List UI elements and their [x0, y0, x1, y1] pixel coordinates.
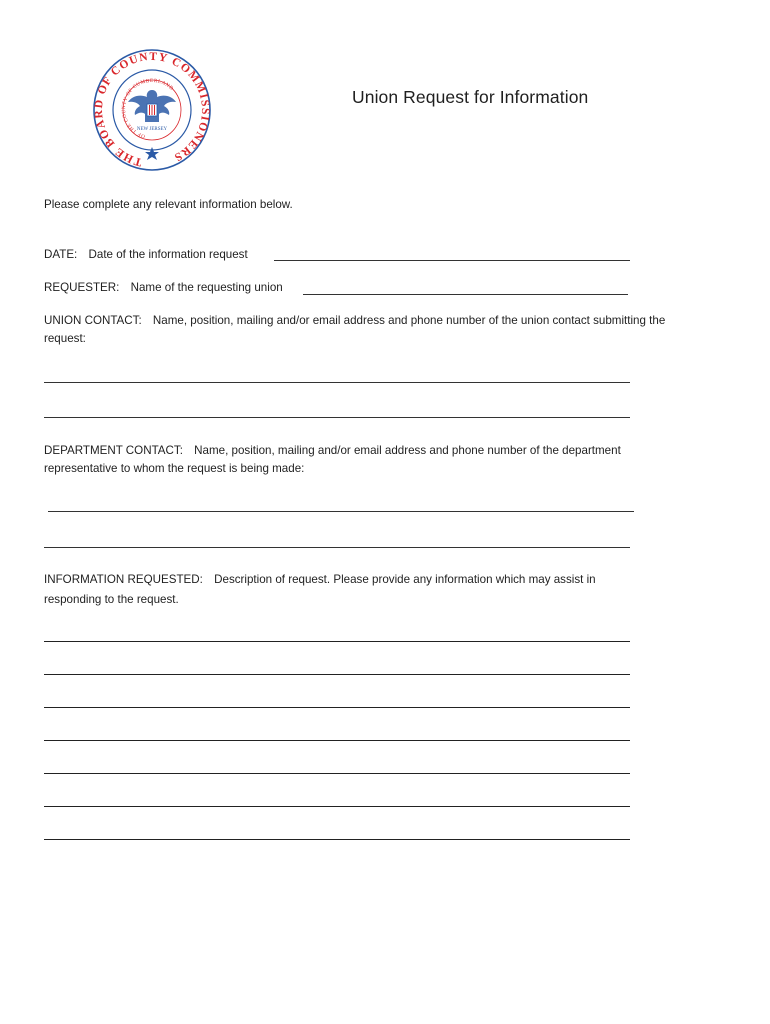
- requester-input-line[interactable]: [303, 294, 628, 295]
- department-contact-label: DEPARTMENT CONTACT:: [44, 444, 183, 457]
- intro-text: Please complete any relevant information below.: [44, 198, 293, 211]
- eagle-emblem-icon: [128, 90, 176, 122]
- information-requested-input-line-5[interactable]: [44, 773, 630, 774]
- date-field-row: [44, 248, 248, 261]
- department-contact-input-line-1[interactable]: [48, 511, 634, 512]
- requester-label: REQUESTER:: [44, 281, 120, 294]
- information-requested-field-row: [44, 573, 596, 586]
- department-contact-description: Name, position, mailing and/or email address and phone number of the department: [194, 444, 621, 457]
- county-seal-logo: [92, 48, 212, 172]
- union-contact-input-line-1[interactable]: [44, 382, 630, 383]
- information-requested-input-line-1[interactable]: [44, 641, 630, 642]
- information-requested-description: Description of request. Please provide any information which may assist in: [214, 573, 596, 586]
- svg-text:NEW JERSEY: NEW JERSEY: [136, 127, 168, 132]
- svg-text:OF THE COUNTY OF CUMBERLAND: OF THE COUNTY OF CUMBERLAND: [120, 77, 175, 140]
- information-requested-input-line-6[interactable]: [44, 806, 630, 807]
- information-requested-input-line-7[interactable]: [44, 839, 630, 840]
- department-contact-input-line-2[interactable]: [44, 547, 630, 548]
- union-contact-description-cont: request:: [44, 332, 86, 345]
- svg-text:THE BOARD OF COUNTY COMMISSION: THE BOARD OF COUNTY COMMISSIONERS: [92, 50, 212, 168]
- date-input-line[interactable]: [274, 260, 630, 261]
- information-requested-label: INFORMATION REQUESTED:: [44, 573, 203, 586]
- department-contact-field-row: [44, 444, 621, 457]
- information-requested-input-line-3[interactable]: [44, 707, 630, 708]
- information-requested-input-line-2[interactable]: [44, 674, 630, 675]
- department-contact-description-cont: representative to whom the request is being made:: [44, 462, 305, 475]
- page-title: Union Request for Information: [352, 87, 589, 107]
- information-requested-description-cont: responding to the request.: [44, 593, 179, 606]
- union-contact-label: UNION CONTACT:: [44, 314, 142, 327]
- union-contact-input-line-2[interactable]: [44, 417, 630, 418]
- requester-description: Name of the requesting union: [130, 281, 283, 294]
- date-label: DATE:: [44, 248, 78, 261]
- union-contact-field-row: [44, 314, 665, 327]
- star-icon: [145, 147, 159, 160]
- information-requested-input-line-4[interactable]: [44, 740, 630, 741]
- union-contact-description: Name, position, mailing and/or email address and phone number of the union contact submitting the: [152, 314, 666, 327]
- date-description: Date of the information request: [88, 248, 248, 261]
- requester-field-row: [44, 281, 283, 294]
